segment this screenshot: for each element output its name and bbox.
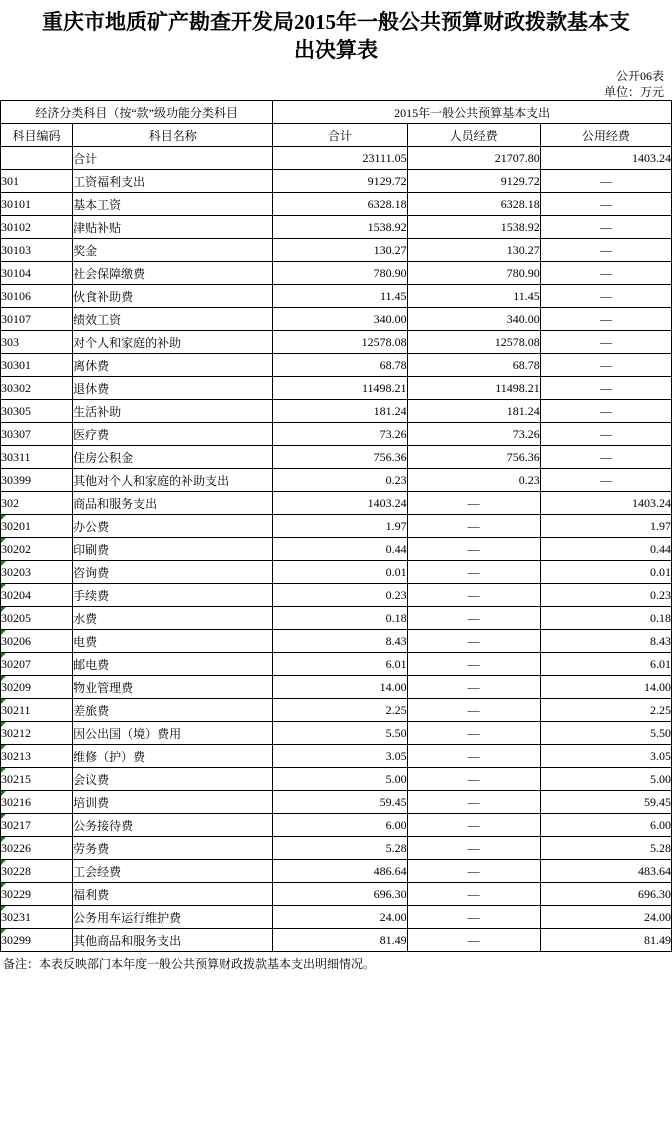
table-row (1, 860, 672, 883)
table-row (1, 193, 672, 216)
cell-total: 0.18 (273, 607, 407, 630)
amount-unit: 单位：万元 (603, 85, 664, 99)
cell-personnel: — (407, 814, 540, 837)
cell-public: 8.43 (540, 630, 671, 653)
cell-total: 6.01 (273, 653, 407, 676)
cell-code: 30212 (1, 722, 73, 745)
header-code: 科目编码 (1, 124, 73, 147)
table-row (1, 331, 672, 354)
header-total: 合计 (273, 124, 407, 147)
table-row (1, 630, 672, 653)
cell-code: 30311 (1, 446, 73, 469)
cell-code: 302 (1, 492, 73, 515)
cell-code: 30231 (1, 906, 73, 929)
cell-personnel: — (407, 676, 540, 699)
cell-code: 30215 (1, 768, 73, 791)
table-row (1, 699, 672, 722)
table-row (1, 515, 672, 538)
table-row (1, 561, 672, 584)
cell-name: 合计 (73, 147, 273, 170)
table-row (1, 906, 672, 929)
cell-personnel: — (407, 561, 540, 584)
cell-public: 5.00 (540, 768, 671, 791)
cell-total: 59.45 (273, 791, 407, 814)
table-row (1, 883, 672, 906)
cell-public: — (540, 239, 671, 262)
table-row (1, 216, 672, 239)
cell-name: 福利费 (73, 883, 273, 906)
cell-public: 59.45 (540, 791, 671, 814)
cell-name: 电费 (73, 630, 273, 653)
table-row (1, 653, 672, 676)
table-row (1, 814, 672, 837)
cell-name: 劳务费 (73, 837, 273, 860)
cell-personnel: 21707.80 (407, 147, 540, 170)
cell-personnel: — (407, 699, 540, 722)
cell-public: 0.23 (540, 584, 671, 607)
cell-code: 30399 (1, 469, 73, 492)
cell-public: 81.49 (540, 929, 671, 952)
cell-name: 会议费 (73, 768, 273, 791)
cell-total: 81.49 (273, 929, 407, 952)
form-number: 公开06表 (615, 69, 664, 83)
cell-code: 30211 (1, 699, 73, 722)
cell-total: 5.28 (273, 837, 407, 860)
cell-code: 30213 (1, 745, 73, 768)
table-row (1, 423, 672, 446)
cell-public: — (540, 193, 671, 216)
cell-name: 离休费 (73, 354, 273, 377)
table-header (1, 101, 672, 147)
cell-public: 6.00 (540, 814, 671, 837)
cell-total: 9129.72 (273, 170, 407, 193)
table-row (1, 929, 672, 952)
cell-name: 其他商品和服务支出 (73, 929, 273, 952)
cell-personnel: — (407, 745, 540, 768)
cell-personnel: 11.45 (407, 285, 540, 308)
cell-total: 6328.18 (273, 193, 407, 216)
cell-name: 津贴补贴 (73, 216, 273, 239)
cell-name: 手续费 (73, 584, 273, 607)
cell-total: 130.27 (273, 239, 407, 262)
cell-name: 水费 (73, 607, 273, 630)
cell-code: 303 (1, 331, 73, 354)
cell-personnel: 9129.72 (407, 170, 540, 193)
cell-total: 0.23 (273, 469, 407, 492)
cell-name: 商品和服务支出 (73, 492, 273, 515)
cell-total: 1.97 (273, 515, 407, 538)
cell-name: 绩效工资 (73, 308, 273, 331)
cell-code: 30207 (1, 653, 73, 676)
cell-code: 30202 (1, 538, 73, 561)
table-row (1, 745, 672, 768)
cell-total: 0.01 (273, 561, 407, 584)
cell-public: 0.44 (540, 538, 671, 561)
cell-personnel: 130.27 (407, 239, 540, 262)
cell-personnel: 11498.21 (407, 377, 540, 400)
cell-code: 30205 (1, 607, 73, 630)
cell-code: 30301 (1, 354, 73, 377)
cell-public: 0.01 (540, 561, 671, 584)
cell-total: 756.36 (273, 446, 407, 469)
cell-total: 23111.05 (273, 147, 407, 170)
cell-personnel: — (407, 722, 540, 745)
cell-code: 30228 (1, 860, 73, 883)
cell-total: 0.44 (273, 538, 407, 561)
header-name: 科目名称 (73, 124, 273, 147)
cell-personnel: — (407, 860, 540, 883)
cell-name: 培训费 (73, 791, 273, 814)
cell-name: 工会经费 (73, 860, 273, 883)
cell-name: 对个人和家庭的补助 (73, 331, 273, 354)
table-row (1, 308, 672, 331)
cell-public: — (540, 400, 671, 423)
cell-public: 0.18 (540, 607, 671, 630)
table-row (1, 446, 672, 469)
cell-total: 486.64 (273, 860, 407, 883)
cell-public: 5.50 (540, 722, 671, 745)
table-row (1, 538, 672, 561)
cell-public: 1403.24 (540, 492, 671, 515)
cell-name: 奖金 (73, 239, 273, 262)
table-row (1, 492, 672, 515)
cell-personnel: — (407, 791, 540, 814)
table-row (1, 791, 672, 814)
cell-personnel: 1538.92 (407, 216, 540, 239)
cell-personnel: 12578.08 (407, 331, 540, 354)
cell-name: 办公费 (73, 515, 273, 538)
cell-public: 24.00 (540, 906, 671, 929)
header-group-right: 2015年一般公共预算基本支出 (273, 101, 672, 124)
cell-name: 咨询费 (73, 561, 273, 584)
cell-personnel: — (407, 515, 540, 538)
cell-total: 11498.21 (273, 377, 407, 400)
cell-name: 基本工资 (73, 193, 273, 216)
cell-total: 780.90 (273, 262, 407, 285)
cell-public: 1.97 (540, 515, 671, 538)
cell-personnel: 181.24 (407, 400, 540, 423)
cell-total: 340.00 (273, 308, 407, 331)
cell-name: 公务接待费 (73, 814, 273, 837)
table-row (1, 607, 672, 630)
cell-personnel: 780.90 (407, 262, 540, 285)
cell-personnel: — (407, 653, 540, 676)
cell-total: 5.50 (273, 722, 407, 745)
cell-public: — (540, 446, 671, 469)
cell-total: 24.00 (273, 906, 407, 929)
cell-public: 2.25 (540, 699, 671, 722)
cell-public: — (540, 216, 671, 239)
cell-code: 30203 (1, 561, 73, 584)
cell-personnel: — (407, 929, 540, 952)
table-row (1, 676, 672, 699)
cell-personnel: — (407, 538, 540, 561)
cell-name: 印刷费 (73, 538, 273, 561)
header-public: 公用经费 (540, 124, 671, 147)
cell-public: 483.64 (540, 860, 671, 883)
cell-personnel: 6328.18 (407, 193, 540, 216)
budget-table (0, 100, 672, 952)
cell-public: 6.01 (540, 653, 671, 676)
cell-total: 1538.92 (273, 216, 407, 239)
cell-personnel: — (407, 883, 540, 906)
cell-code: 30229 (1, 883, 73, 906)
cell-name: 物业管理费 (73, 676, 273, 699)
cell-total: 14.00 (273, 676, 407, 699)
cell-code: 30216 (1, 791, 73, 814)
table-row (1, 837, 672, 860)
cell-code: 30106 (1, 285, 73, 308)
cell-total: 11.45 (273, 285, 407, 308)
table-body (1, 147, 672, 952)
table-row (1, 584, 672, 607)
cell-name: 生活补助 (73, 400, 273, 423)
table-row (1, 722, 672, 745)
header-group-left: 经济分类科目（按“款”级功能分类科目 (1, 101, 273, 124)
table-row (1, 239, 672, 262)
page-title: 重庆市地质矿产勘查开发局2015年一般公共预算财政拨款基本支出决算表 (42, 10, 630, 62)
cell-name: 住房公积金 (73, 446, 273, 469)
cell-name: 邮电费 (73, 653, 273, 676)
cell-code: 30209 (1, 676, 73, 699)
cell-name: 医疗费 (73, 423, 273, 446)
table-row (1, 400, 672, 423)
cell-public: 3.05 (540, 745, 671, 768)
table-row (1, 768, 672, 791)
table-row (1, 147, 672, 170)
cell-code: 30299 (1, 929, 73, 952)
cell-total: 0.23 (273, 584, 407, 607)
cell-personnel: — (407, 768, 540, 791)
cell-name: 其他对个人和家庭的补助支出 (73, 469, 273, 492)
cell-total: 68.78 (273, 354, 407, 377)
table-row (1, 262, 672, 285)
cell-total: 1403.24 (273, 492, 407, 515)
cell-name: 因公出国（境）费用 (73, 722, 273, 745)
table-row (1, 377, 672, 400)
table-row (1, 285, 672, 308)
cell-total: 12578.08 (273, 331, 407, 354)
cell-public: 1403.24 (540, 147, 671, 170)
cell-code (1, 147, 73, 170)
cell-public: — (540, 354, 671, 377)
cell-public: — (540, 308, 671, 331)
cell-code: 30107 (1, 308, 73, 331)
cell-code: 30206 (1, 630, 73, 653)
cell-code: 30104 (1, 262, 73, 285)
cell-code: 30307 (1, 423, 73, 446)
cell-public: — (540, 377, 671, 400)
cell-public: — (540, 285, 671, 308)
footnote: 备注：本表反映部门本年度一般公共预算财政拨款基本支出明细情况。 (3, 957, 376, 971)
cell-code: 30201 (1, 515, 73, 538)
cell-personnel: — (407, 906, 540, 929)
cell-name: 伙食补助费 (73, 285, 273, 308)
cell-personnel: 0.23 (407, 469, 540, 492)
cell-total: 696.30 (273, 883, 407, 906)
cell-personnel: — (407, 607, 540, 630)
cell-personnel: — (407, 630, 540, 653)
cell-code: 30103 (1, 239, 73, 262)
cell-total: 5.00 (273, 768, 407, 791)
cell-name: 工资福利支出 (73, 170, 273, 193)
cell-name: 退休费 (73, 377, 273, 400)
header-personnel: 人员经费 (407, 124, 540, 147)
cell-public: — (540, 423, 671, 446)
cell-public: 696.30 (540, 883, 671, 906)
cell-code: 30302 (1, 377, 73, 400)
cell-name: 维修（护）费 (73, 745, 273, 768)
table-row (1, 354, 672, 377)
cell-public: — (540, 331, 671, 354)
cell-code: 30226 (1, 837, 73, 860)
cell-personnel: 68.78 (407, 354, 540, 377)
cell-public: — (540, 469, 671, 492)
cell-public: — (540, 170, 671, 193)
cell-public: 5.28 (540, 837, 671, 860)
cell-personnel: 756.36 (407, 446, 540, 469)
cell-total: 2.25 (273, 699, 407, 722)
cell-personnel: 73.26 (407, 423, 540, 446)
cell-personnel: — (407, 584, 540, 607)
cell-public: — (540, 262, 671, 285)
cell-total: 73.26 (273, 423, 407, 446)
cell-personnel: — (407, 837, 540, 860)
cell-code: 30305 (1, 400, 73, 423)
cell-code: 30204 (1, 584, 73, 607)
table-row (1, 469, 672, 492)
table-row (1, 170, 672, 193)
cell-total: 8.43 (273, 630, 407, 653)
cell-total: 181.24 (273, 400, 407, 423)
cell-code: 30102 (1, 216, 73, 239)
cell-name: 差旅费 (73, 699, 273, 722)
cell-personnel: — (407, 492, 540, 515)
cell-code: 30101 (1, 193, 73, 216)
cell-name: 社会保障缴费 (73, 262, 273, 285)
cell-total: 6.00 (273, 814, 407, 837)
cell-personnel: 340.00 (407, 308, 540, 331)
cell-name: 公务用车运行维护费 (73, 906, 273, 929)
cell-code: 30217 (1, 814, 73, 837)
cell-code: 301 (1, 170, 73, 193)
cell-public: 14.00 (540, 676, 671, 699)
cell-total: 3.05 (273, 745, 407, 768)
